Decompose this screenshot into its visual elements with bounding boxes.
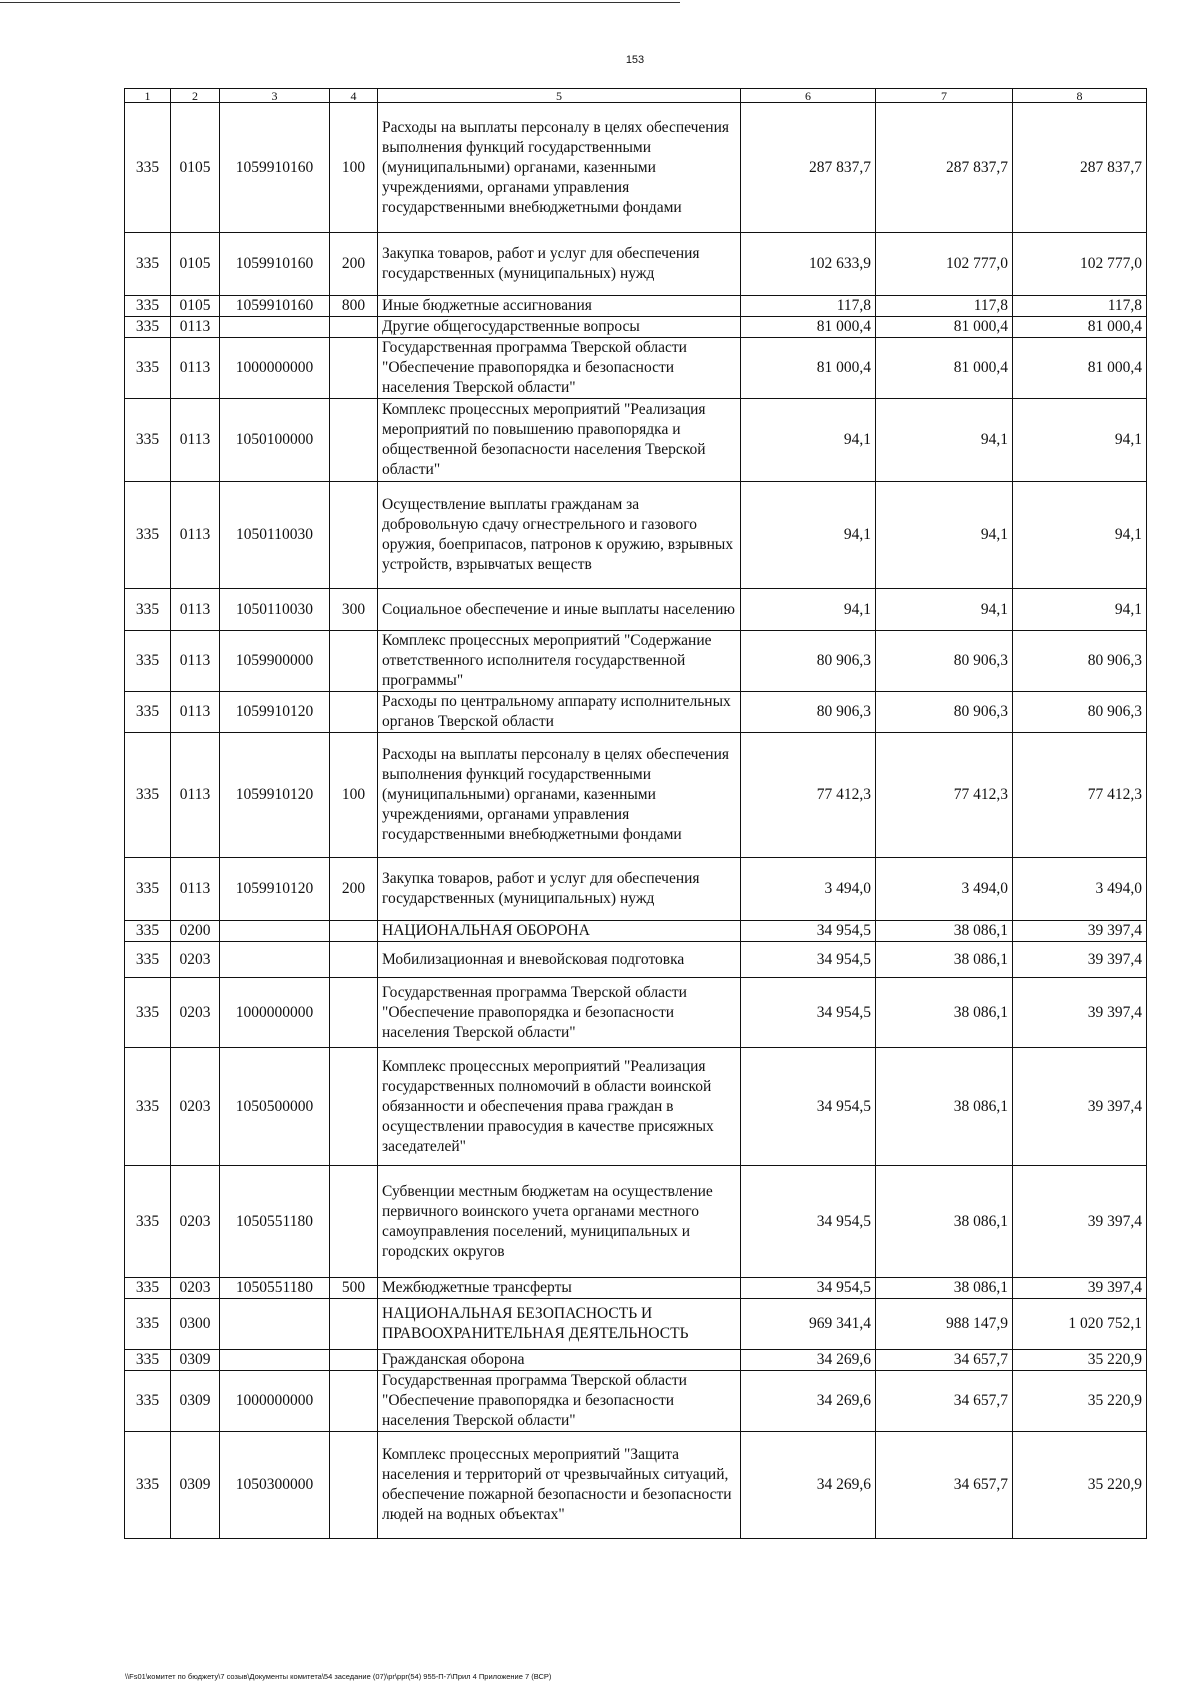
cell-ministry-code: 335 xyxy=(125,692,171,733)
cell-description: Расходы по центральному аппарату исполнительных органов Тверской области xyxy=(378,692,741,733)
cell-ministry-code: 335 xyxy=(125,1432,171,1539)
cell-ministry-code: 335 xyxy=(125,482,171,589)
scan-edge-line xyxy=(0,2,680,3)
column-number: 5 xyxy=(378,89,741,103)
cell-description: Закупка товаров, работ и услуг для обеспечения государственных (муниципальных) нужд xyxy=(378,858,741,921)
cell-section-code: 0309 xyxy=(171,1371,220,1432)
table-row xyxy=(125,1299,1147,1350)
cell-section-code: 0203 xyxy=(171,942,220,978)
cell-ministry-code: 335 xyxy=(125,942,171,978)
cell-expense-type xyxy=(330,1166,378,1278)
cell-ministry-code: 335 xyxy=(125,1350,171,1371)
cell-description: НАЦИОНАЛЬНАЯ ОБОРОНА xyxy=(378,921,741,942)
cell-section-code: 0200 xyxy=(171,921,220,942)
cell-amount-col8: 35 220,9 xyxy=(1013,1350,1147,1371)
column-number: 6 xyxy=(741,89,876,103)
cell-description: Межбюджетные трансферты xyxy=(378,1278,741,1299)
cell-amount-col7: 38 086,1 xyxy=(876,978,1013,1048)
table-row xyxy=(125,921,1147,942)
page-number: 153 xyxy=(625,54,645,66)
cell-section-code: 0113 xyxy=(171,631,220,692)
cell-ministry-code: 335 xyxy=(125,338,171,399)
cell-amount-col7: 38 086,1 xyxy=(876,1166,1013,1278)
cell-description: Социальное обеспечение и иные выплаты населению xyxy=(378,589,741,631)
cell-amount-col8: 77 412,3 xyxy=(1013,733,1147,858)
table-row xyxy=(125,1432,1147,1539)
cell-amount-col8: 39 397,4 xyxy=(1013,1166,1147,1278)
cell-expense-type: 200 xyxy=(330,858,378,921)
column-number: 4 xyxy=(330,89,378,103)
cell-section-code: 0113 xyxy=(171,317,220,338)
cell-section-code: 0203 xyxy=(171,1278,220,1299)
cell-amount-col8: 80 906,3 xyxy=(1013,692,1147,733)
footer-file-path: \\Fs01\комитет по бюджету\7 созыв\Документы комитета\54 заседание (07)\pr\ppr(54) 955-П-7\Прил 4 Приложение 7 (ВСР) xyxy=(125,1672,552,1681)
cell-ministry-code: 335 xyxy=(125,1166,171,1278)
cell-target-article xyxy=(220,1299,330,1350)
table-row xyxy=(125,1278,1147,1299)
cell-section-code: 0113 xyxy=(171,399,220,482)
cell-expense-type xyxy=(330,692,378,733)
table-row xyxy=(125,399,1147,482)
budget-table xyxy=(124,88,1147,1539)
cell-section-code: 0113 xyxy=(171,692,220,733)
cell-amount-col8: 3 494,0 xyxy=(1013,858,1147,921)
cell-amount-col8: 81 000,4 xyxy=(1013,317,1147,338)
cell-expense-type xyxy=(330,399,378,482)
cell-ministry-code: 335 xyxy=(125,1299,171,1350)
cell-amount-col8: 1 020 752,1 xyxy=(1013,1299,1147,1350)
cell-amount-col6: 80 906,3 xyxy=(741,631,876,692)
cell-section-code: 0113 xyxy=(171,482,220,589)
cell-target-article: 1000000000 xyxy=(220,978,330,1048)
cell-target-article: 1000000000 xyxy=(220,338,330,399)
cell-amount-col8: 39 397,4 xyxy=(1013,1278,1147,1299)
cell-ministry-code: 335 xyxy=(125,1048,171,1166)
cell-amount-col7: 38 086,1 xyxy=(876,1048,1013,1166)
cell-amount-col8: 102 777,0 xyxy=(1013,233,1147,296)
table-row xyxy=(125,317,1147,338)
cell-amount-col7: 102 777,0 xyxy=(876,233,1013,296)
cell-target-article: 1050110030 xyxy=(220,589,330,631)
cell-amount-col8: 39 397,4 xyxy=(1013,942,1147,978)
cell-expense-type xyxy=(330,1350,378,1371)
cell-amount-col7: 81 000,4 xyxy=(876,338,1013,399)
cell-section-code: 0309 xyxy=(171,1432,220,1539)
cell-amount-col6: 34 954,5 xyxy=(741,942,876,978)
cell-amount-col7: 34 657,7 xyxy=(876,1432,1013,1539)
cell-target-article: 1059910120 xyxy=(220,692,330,733)
cell-target-article: 1050551180 xyxy=(220,1278,330,1299)
cell-amount-col6: 34 269,6 xyxy=(741,1432,876,1539)
cell-amount-col6: 34 954,5 xyxy=(741,1048,876,1166)
cell-expense-type: 100 xyxy=(330,103,378,233)
cell-description: Субвенции местным бюджетам на осуществление первичного воинского учета органами местного самоуправления поселений, муниципальных и городских округов xyxy=(378,1166,741,1278)
cell-amount-col6: 94,1 xyxy=(741,589,876,631)
cell-description: Осуществление выплаты гражданам за добровольную сдачу огнестрельного и газового оружия, боеприпасов, патронов к оружию, взрывных устройств, взрывчатых веществ xyxy=(378,482,741,589)
cell-expense-type xyxy=(330,1432,378,1539)
cell-target-article: 1059910160 xyxy=(220,296,330,317)
cell-amount-col7: 287 837,7 xyxy=(876,103,1013,233)
cell-amount-col7: 3 494,0 xyxy=(876,858,1013,921)
cell-description: Мобилизационная и вневойсковая подготовка xyxy=(378,942,741,978)
cell-amount-col7: 38 086,1 xyxy=(876,921,1013,942)
cell-amount-col6: 117,8 xyxy=(741,296,876,317)
cell-amount-col6: 34 954,5 xyxy=(741,978,876,1048)
cell-amount-col7: 988 147,9 xyxy=(876,1299,1013,1350)
column-number: 7 xyxy=(876,89,1013,103)
cell-amount-col6: 34 269,6 xyxy=(741,1350,876,1371)
cell-target-article: 1000000000 xyxy=(220,1371,330,1432)
cell-amount-col7: 81 000,4 xyxy=(876,317,1013,338)
cell-description: Комплекс процессных мероприятий "Содержание ответственного исполнителя государственной программы" xyxy=(378,631,741,692)
cell-description: Государственная программа Тверской области "Обеспечение правопорядка и безопасности населения Тверской области" xyxy=(378,338,741,399)
cell-section-code: 0113 xyxy=(171,733,220,858)
cell-amount-col7: 38 086,1 xyxy=(876,1278,1013,1299)
table-row xyxy=(125,1166,1147,1278)
column-number: 1 xyxy=(125,89,171,103)
cell-description: Государственная программа Тверской области "Обеспечение правопорядка и безопасности населения Тверской области" xyxy=(378,978,741,1048)
cell-section-code: 0113 xyxy=(171,858,220,921)
cell-amount-col7: 80 906,3 xyxy=(876,692,1013,733)
table-row xyxy=(125,942,1147,978)
cell-ministry-code: 335 xyxy=(125,103,171,233)
cell-amount-col8: 35 220,9 xyxy=(1013,1371,1147,1432)
cell-target-article: 1059910160 xyxy=(220,103,330,233)
cell-expense-type: 500 xyxy=(330,1278,378,1299)
cell-description: Гражданская оборона xyxy=(378,1350,741,1371)
cell-amount-col8: 94,1 xyxy=(1013,399,1147,482)
cell-amount-col7: 94,1 xyxy=(876,399,1013,482)
cell-ministry-code: 335 xyxy=(125,317,171,338)
cell-amount-col8: 94,1 xyxy=(1013,589,1147,631)
column-number: 3 xyxy=(220,89,330,103)
cell-amount-col7: 34 657,7 xyxy=(876,1350,1013,1371)
cell-target-article: 1050300000 xyxy=(220,1432,330,1539)
cell-amount-col6: 102 633,9 xyxy=(741,233,876,296)
cell-target-article: 1050110030 xyxy=(220,482,330,589)
cell-amount-col7: 77 412,3 xyxy=(876,733,1013,858)
cell-target-article xyxy=(220,921,330,942)
cell-expense-type xyxy=(330,1371,378,1432)
cell-description: Другие общегосударственные вопросы xyxy=(378,317,741,338)
cell-ministry-code: 335 xyxy=(125,631,171,692)
cell-description: Государственная программа Тверской области "Обеспечение правопорядка и безопасности населения Тверской области" xyxy=(378,1371,741,1432)
cell-amount-col6: 3 494,0 xyxy=(741,858,876,921)
cell-expense-type xyxy=(330,338,378,399)
cell-amount-col6: 81 000,4 xyxy=(741,338,876,399)
table-row xyxy=(125,296,1147,317)
cell-amount-col8: 117,8 xyxy=(1013,296,1147,317)
cell-target-article: 1059910160 xyxy=(220,233,330,296)
table-row xyxy=(125,103,1147,233)
table-row xyxy=(125,733,1147,858)
cell-target-article: 1050100000 xyxy=(220,399,330,482)
cell-expense-type xyxy=(330,317,378,338)
cell-ministry-code: 335 xyxy=(125,399,171,482)
cell-ministry-code: 335 xyxy=(125,1278,171,1299)
cell-target-article: 1050551180 xyxy=(220,1166,330,1278)
cell-amount-col6: 81 000,4 xyxy=(741,317,876,338)
table-row xyxy=(125,858,1147,921)
cell-amount-col8: 39 397,4 xyxy=(1013,978,1147,1048)
cell-ministry-code: 335 xyxy=(125,858,171,921)
column-number-row xyxy=(125,89,1147,103)
cell-section-code: 0113 xyxy=(171,338,220,399)
table-row xyxy=(125,631,1147,692)
cell-section-code: 0309 xyxy=(171,1350,220,1371)
cell-amount-col6: 287 837,7 xyxy=(741,103,876,233)
cell-amount-col8: 80 906,3 xyxy=(1013,631,1147,692)
cell-amount-col7: 34 657,7 xyxy=(876,1371,1013,1432)
table-row xyxy=(125,692,1147,733)
cell-description: Комплекс процессных мероприятий "Защита населения и территорий от чрезвычайных ситуаций, обеспечение пожарной безопасности и безопасности людей на водных объектах" xyxy=(378,1432,741,1539)
cell-target-article: 1059900000 xyxy=(220,631,330,692)
cell-expense-type xyxy=(330,1048,378,1166)
cell-amount-col8: 81 000,4 xyxy=(1013,338,1147,399)
cell-amount-col8: 39 397,4 xyxy=(1013,921,1147,942)
cell-ministry-code: 335 xyxy=(125,1371,171,1432)
cell-amount-col6: 94,1 xyxy=(741,399,876,482)
cell-description: Иные бюджетные ассигнования xyxy=(378,296,741,317)
cell-expense-type: 300 xyxy=(330,589,378,631)
cell-section-code: 0105 xyxy=(171,103,220,233)
cell-section-code: 0105 xyxy=(171,233,220,296)
cell-description: Расходы на выплаты персоналу в целях обеспечения выполнения функций государственными (муниципальными) органами, казенными учреждениями, органами управления государственными внебюджетными фондами xyxy=(378,103,741,233)
cell-amount-col6: 80 906,3 xyxy=(741,692,876,733)
table-row xyxy=(125,1048,1147,1166)
cell-section-code: 0203 xyxy=(171,1048,220,1166)
cell-expense-type: 100 xyxy=(330,733,378,858)
cell-section-code: 0300 xyxy=(171,1299,220,1350)
cell-description: НАЦИОНАЛЬНАЯ БЕЗОПАСНОСТЬ И ПРАВООХРАНИТЕЛЬНАЯ ДЕЯТЕЛЬНОСТЬ xyxy=(378,1299,741,1350)
cell-amount-col8: 94,1 xyxy=(1013,482,1147,589)
cell-target-article xyxy=(220,942,330,978)
cell-target-article: 1059910120 xyxy=(220,858,330,921)
cell-target-article: 1050500000 xyxy=(220,1048,330,1166)
cell-amount-col7: 117,8 xyxy=(876,296,1013,317)
cell-expense-type xyxy=(330,921,378,942)
cell-ministry-code: 335 xyxy=(125,733,171,858)
cell-target-article xyxy=(220,1350,330,1371)
cell-amount-col6: 34 954,5 xyxy=(741,921,876,942)
cell-description: Комплекс процессных мероприятий "Реализация мероприятий по повышению правопорядка и общественной безопасности населения Тверской области" xyxy=(378,399,741,482)
cell-expense-type: 200 xyxy=(330,233,378,296)
cell-ministry-code: 335 xyxy=(125,296,171,317)
cell-amount-col8: 39 397,4 xyxy=(1013,1048,1147,1166)
table-row xyxy=(125,338,1147,399)
cell-expense-type: 800 xyxy=(330,296,378,317)
cell-amount-col6: 34 954,5 xyxy=(741,1278,876,1299)
cell-expense-type xyxy=(330,978,378,1048)
cell-ministry-code: 335 xyxy=(125,978,171,1048)
cell-expense-type xyxy=(330,942,378,978)
table-row xyxy=(125,978,1147,1048)
cell-amount-col6: 77 412,3 xyxy=(741,733,876,858)
cell-expense-type xyxy=(330,631,378,692)
cell-section-code: 0105 xyxy=(171,296,220,317)
cell-amount-col8: 35 220,9 xyxy=(1013,1432,1147,1539)
cell-expense-type xyxy=(330,1299,378,1350)
cell-amount-col7: 38 086,1 xyxy=(876,942,1013,978)
cell-amount-col7: 80 906,3 xyxy=(876,631,1013,692)
cell-ministry-code: 335 xyxy=(125,921,171,942)
cell-description: Расходы на выплаты персоналу в целях обеспечения выполнения функций государственными (муниципальными) органами, казенными учреждениями, органами управления государственными внебюджетными фондами xyxy=(378,733,741,858)
cell-amount-col6: 969 341,4 xyxy=(741,1299,876,1350)
table-row xyxy=(125,589,1147,631)
column-number: 2 xyxy=(171,89,220,103)
cell-amount-col6: 34 269,6 xyxy=(741,1371,876,1432)
column-number: 8 xyxy=(1013,89,1147,103)
cell-amount-col7: 94,1 xyxy=(876,482,1013,589)
cell-ministry-code: 335 xyxy=(125,589,171,631)
cell-amount-col8: 287 837,7 xyxy=(1013,103,1147,233)
cell-section-code: 0113 xyxy=(171,589,220,631)
table-row xyxy=(125,233,1147,296)
table-row xyxy=(125,482,1147,589)
cell-ministry-code: 335 xyxy=(125,233,171,296)
cell-description: Комплекс процессных мероприятий "Реализация государственных полномочий в области воинской обязанности и обеспечения права граждан в осуществлении правосудия в качестве присяжных заседателей" xyxy=(378,1048,741,1166)
cell-expense-type xyxy=(330,482,378,589)
cell-amount-col6: 34 954,5 xyxy=(741,1166,876,1278)
cell-section-code: 0203 xyxy=(171,978,220,1048)
cell-target-article: 1059910120 xyxy=(220,733,330,858)
table-row xyxy=(125,1350,1147,1371)
table-row xyxy=(125,1371,1147,1432)
cell-amount-col6: 94,1 xyxy=(741,482,876,589)
cell-target-article xyxy=(220,317,330,338)
cell-section-code: 0203 xyxy=(171,1166,220,1278)
cell-description: Закупка товаров, работ и услуг для обеспечения государственных (муниципальных) нужд xyxy=(378,233,741,296)
cell-amount-col7: 94,1 xyxy=(876,589,1013,631)
